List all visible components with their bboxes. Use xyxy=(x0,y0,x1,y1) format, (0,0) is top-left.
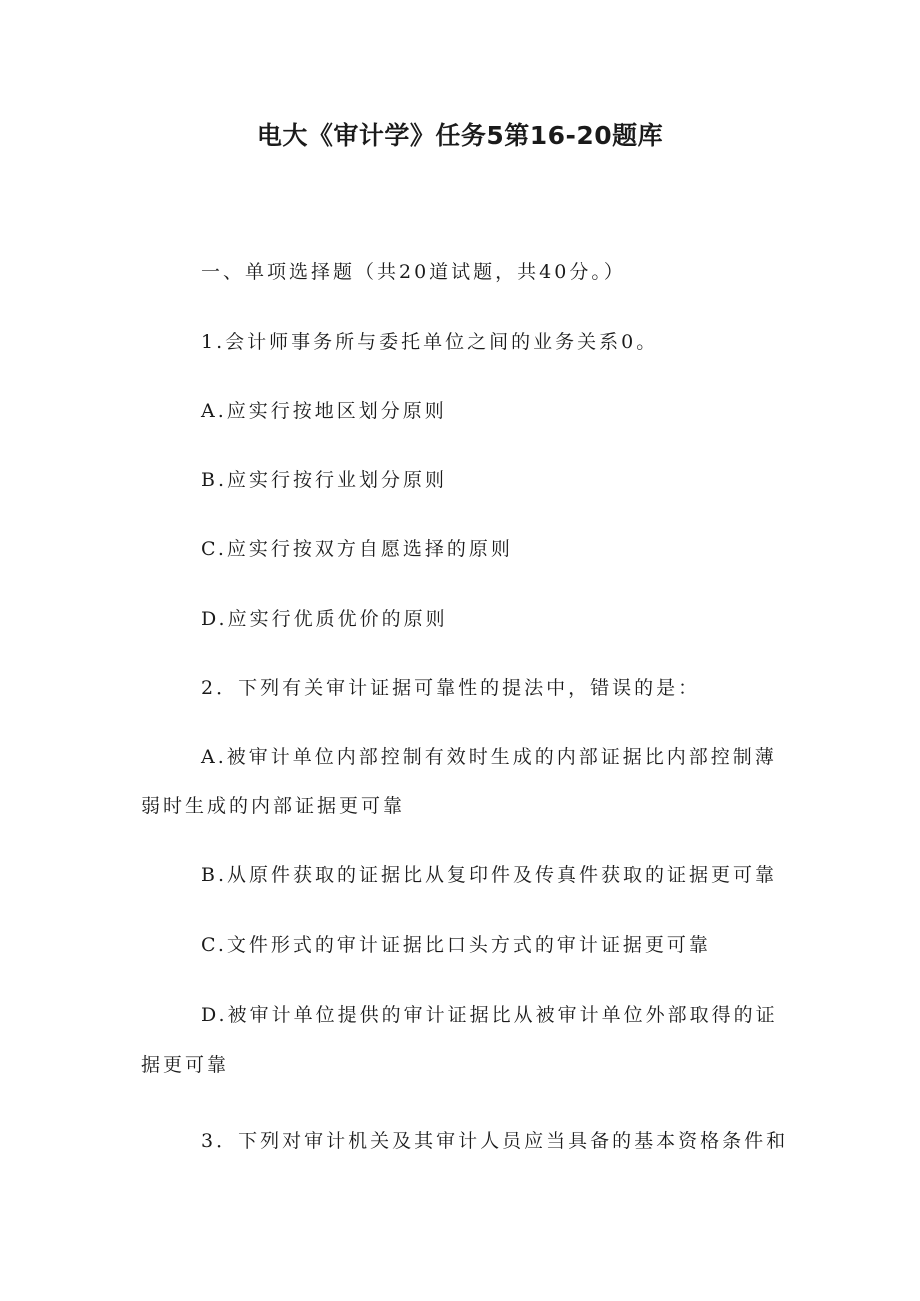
question-1-option-b: B.应实行按行业划分原则 xyxy=(201,469,448,491)
question-2-option-a: A.被审计单位内部控制有效时生成的内部证据比内部控制薄 xyxy=(201,746,777,768)
question-1-stem: 1.会计师事务所与委托单位之间的业务关系0。 xyxy=(201,331,659,353)
question-3-stem: 3．下列对审计机关及其审计人员应当具备的基本资格条件和 xyxy=(201,1130,789,1152)
question-1-option-a: A.应实行按地区划分原则 xyxy=(201,400,447,422)
question-1-option-d: D.应实行优质优价的原则 xyxy=(201,608,448,630)
question-2-stem: 2．下列有关审计证据可靠性的提法中，错误的是： xyxy=(201,677,701,699)
question-2-option-d: D.被审计单位提供的审计证据比从被审计单位外部取得的证 xyxy=(201,1004,778,1026)
question-1-option-c: C.应实行按双方自愿选择的原则 xyxy=(201,538,513,560)
question-2-option-b: B.从原件获取的证据比从复印件及传真件获取的证据更可靠 xyxy=(201,864,778,886)
section-heading: 一、单项选择题（共20道试题，共40分。） xyxy=(201,261,626,283)
question-2-option-d-continued: 据更可靠 xyxy=(141,1054,230,1076)
document-title: 电大《审计学》任务5第16-20题库 xyxy=(256,121,664,150)
question-2-option-a-continued: 弱时生成的内部证据更可靠 xyxy=(141,795,406,817)
question-2-option-c: C.文件形式的审计证据比口头方式的审计证据更可靠 xyxy=(201,934,711,956)
